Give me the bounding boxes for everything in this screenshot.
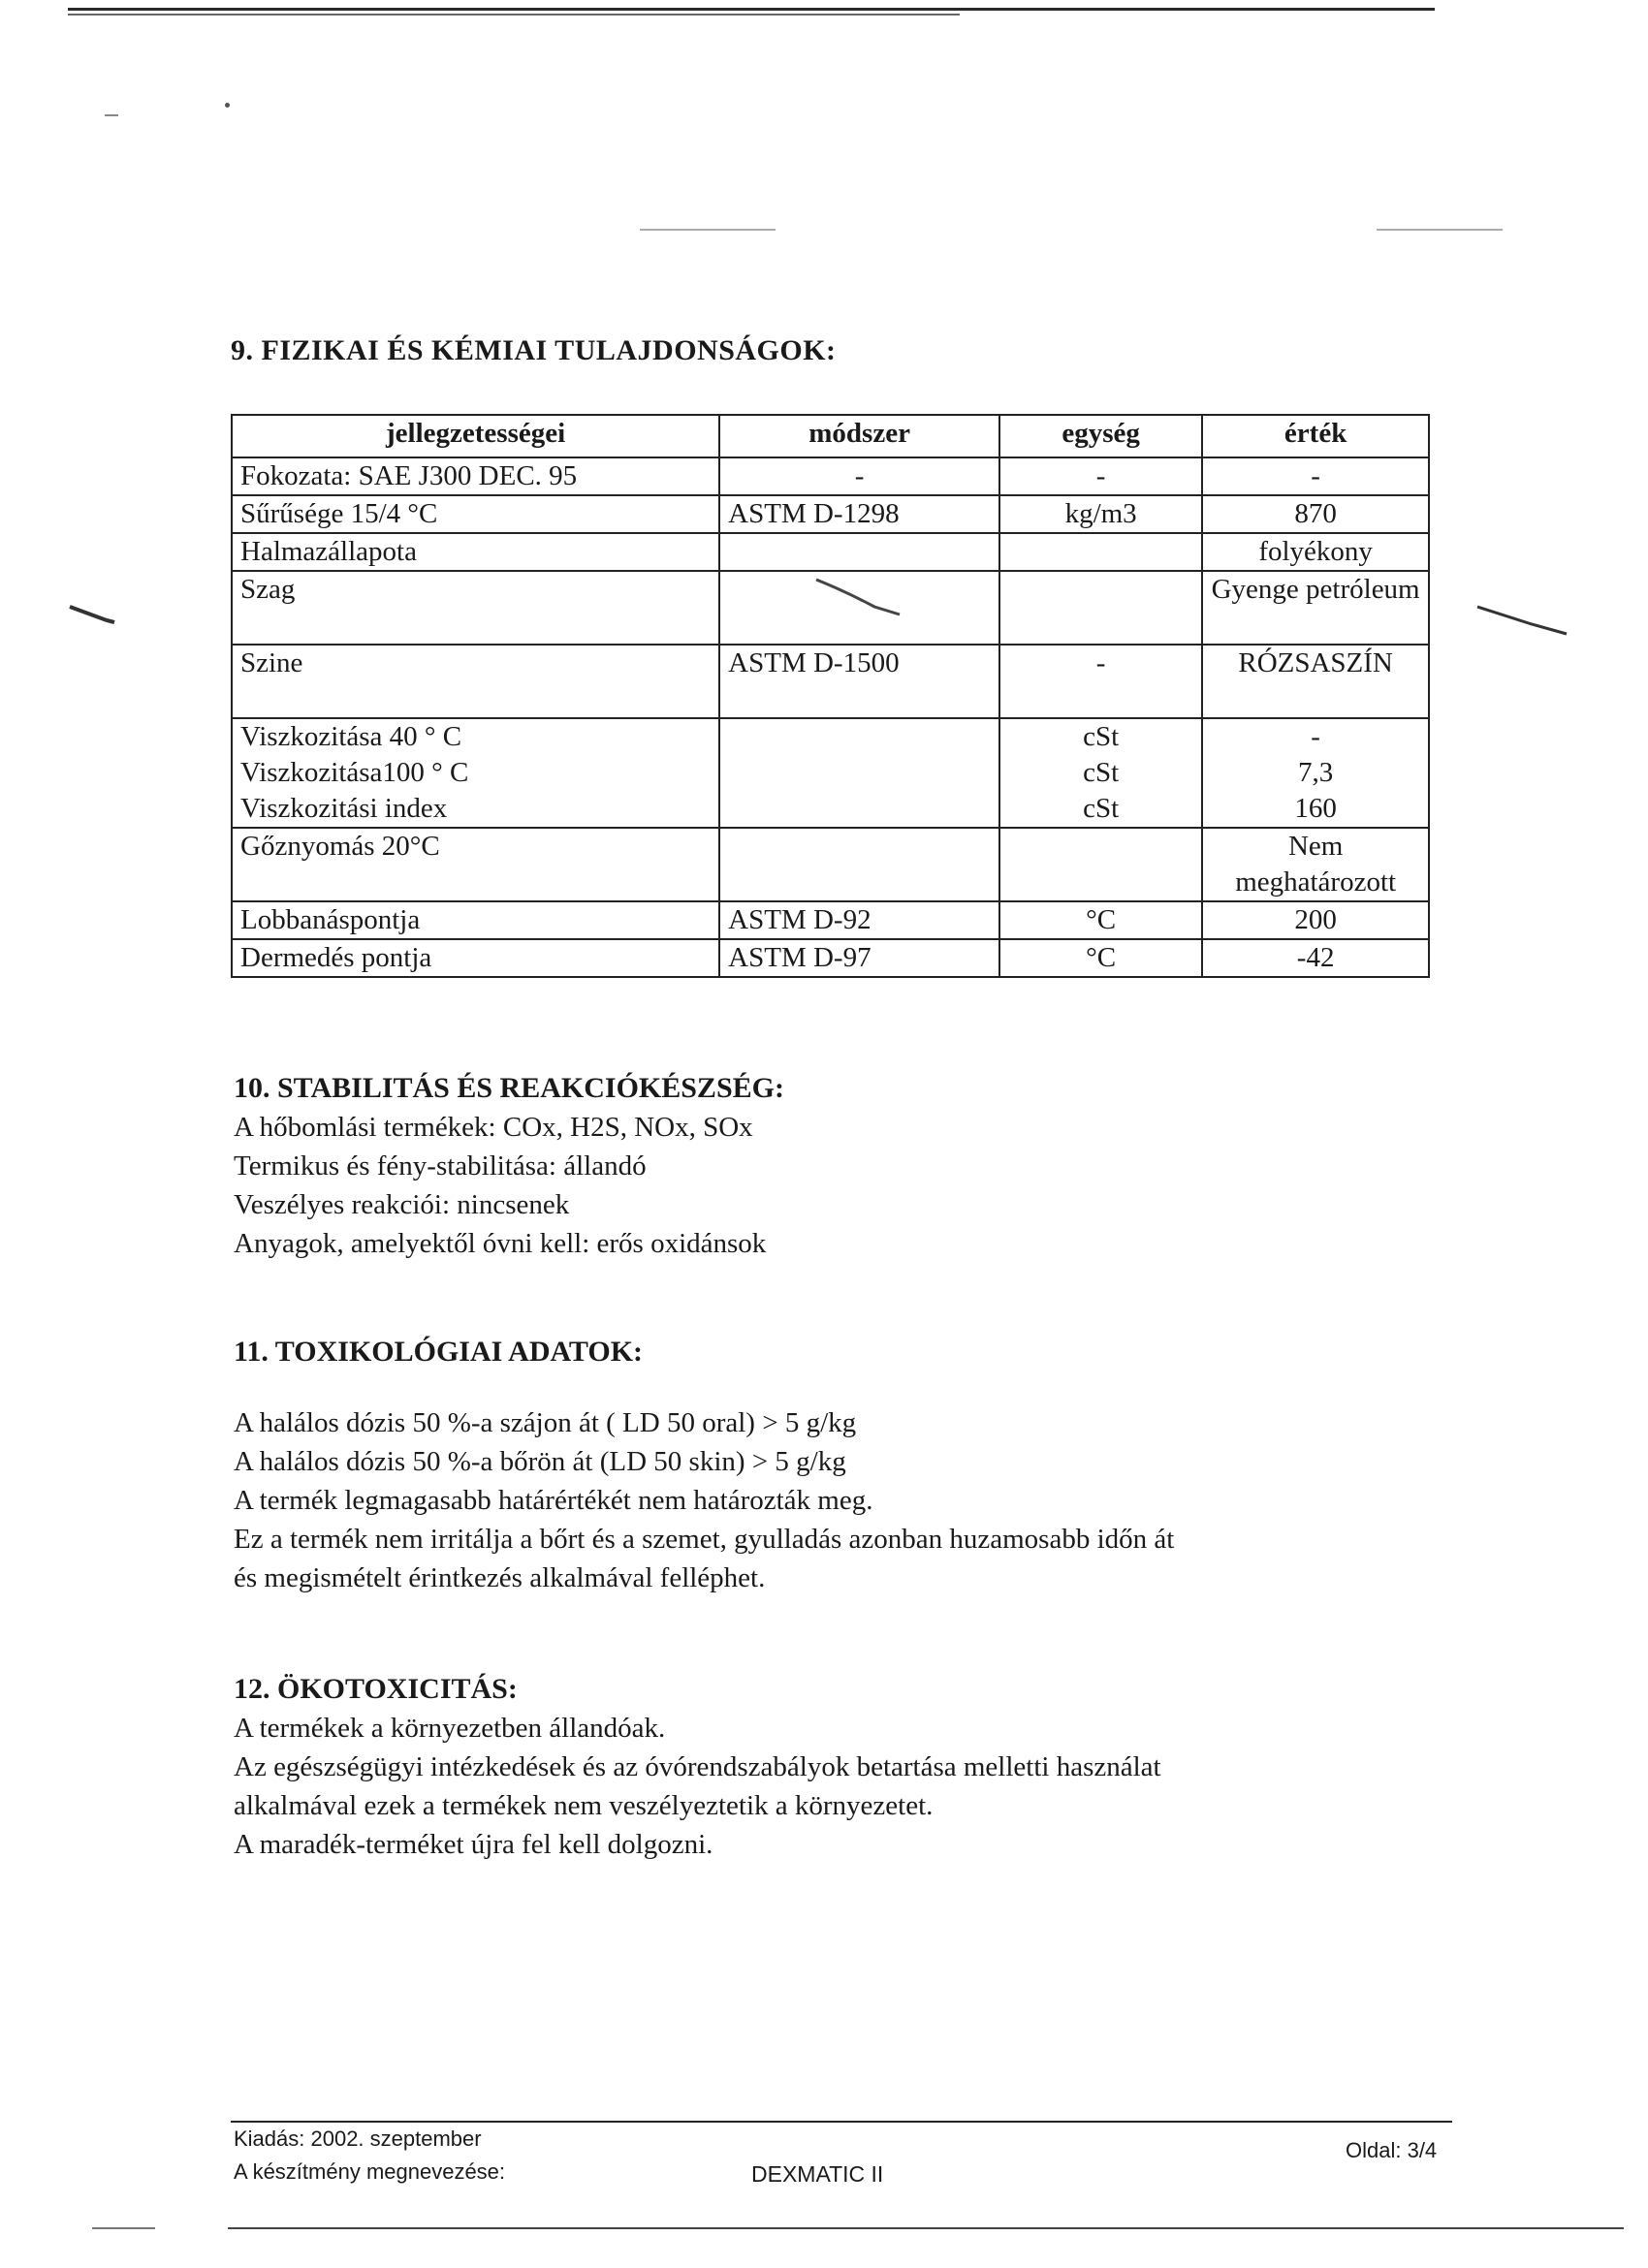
cell-value: folyékony (1202, 533, 1429, 571)
footer-page-number: Oldal: 3/4 (1346, 2138, 1438, 2162)
section-11-line: A halálos dózis 50 %-a bőrön át (LD 50 skin) > 5 g/kg (234, 1446, 846, 1477)
section-12 (234, 1670, 1161, 1864)
table-row-viscosity-group (232, 718, 1429, 828)
column-header-unit: egység (999, 415, 1202, 457)
cell-unit: °C (999, 901, 1202, 939)
cell-value: - (1311, 721, 1320, 752)
cell-method: ASTM D-1500 (719, 645, 999, 718)
scan-bottom-edge (228, 2227, 1624, 2229)
section-11-line: A termék legmagasabb határértékét nem határozták meg. (234, 1485, 873, 1516)
cell-method: ASTM D-92 (719, 901, 999, 939)
footer-product-label: A készítmény megnevezése: (234, 2159, 506, 2184)
section-12-line: A maradék-terméket újra fel kell dolgozni. (234, 1829, 713, 1860)
scan-speck (225, 103, 230, 108)
table-row (232, 645, 1429, 718)
cell-property: Fokozata: SAE J300 DEC. 95 (232, 457, 719, 495)
cell-unit (999, 571, 1202, 645)
section-11-body (234, 1403, 1174, 1597)
properties-table (231, 414, 1430, 978)
cell-method (719, 828, 999, 901)
cell-value: 200 (1202, 901, 1429, 939)
cell-property: Lobbanáspontja (232, 901, 719, 939)
column-header-method: módszer (719, 415, 999, 457)
scan-bottom-edge-left (92, 2227, 155, 2229)
table-row (232, 495, 1429, 533)
cell-property: Halmazállapota (232, 533, 719, 571)
cell-property: Gőznyomás 20°C (232, 828, 719, 901)
table-row (232, 533, 1429, 571)
cell-method (719, 571, 999, 645)
column-header-property: jellegzetességei (232, 415, 719, 457)
table-row (232, 939, 1429, 977)
cell-unit (999, 828, 1202, 901)
cell-property: Dermedés pontja (232, 939, 719, 977)
section-11-heading-block (234, 1333, 643, 1371)
cell-method: ASTM D-1298 (719, 495, 999, 533)
section-10-line: Veszélyes reakciói: nincsenek (234, 1189, 570, 1220)
table-row (232, 901, 1429, 939)
cell-value: Nem meghatározott (1202, 828, 1429, 901)
cell-unit: kg/m3 (999, 495, 1202, 533)
cell-property: Szine (232, 645, 719, 718)
cell-method (719, 533, 999, 571)
cell-value: - (1202, 457, 1429, 495)
cell-method: - (719, 457, 999, 495)
margin-mark-left (68, 603, 116, 633)
cell-unit: - (999, 645, 1202, 718)
cell-property: Sűrűsége 15/4 °C (232, 495, 719, 533)
section-10-line: Termikus és fény-stabilitása: állandó (234, 1150, 647, 1181)
table-row (232, 457, 1429, 495)
section-11-line: és megismételt érintkezés alkalmával felléphet. (234, 1562, 766, 1593)
footer-rule (231, 2121, 1452, 2123)
cell-value: RÓZSASZÍN (1202, 645, 1429, 718)
scan-top-edge (68, 8, 1435, 11)
table-header-row (232, 415, 1429, 457)
scan-dash (640, 229, 776, 231)
section-11-line: A halálos dózis 50 %-a szájon át ( LD 50 oral) > 5 g/kg (234, 1407, 857, 1438)
cell-value: 7,3 (1298, 757, 1334, 788)
cell-value: 160 (1294, 793, 1337, 824)
column-header-value: érték (1202, 415, 1429, 457)
section-12-heading: 12. ÖKOTOXICITÁS: (234, 1673, 518, 1705)
footer-issue-date: Kiadás: 2002. szeptember (234, 2126, 482, 2151)
cell-unit: cSt (1083, 721, 1120, 752)
cell-property: Szag (232, 571, 719, 645)
table-row (232, 571, 1429, 645)
section-11-line: Ez a termék nem irritálja a bőrt és a szemet, gyulladás azonban huzamosabb időn át (234, 1524, 1175, 1555)
cell-method (719, 718, 999, 828)
table-row (232, 828, 1429, 901)
cell-method: ASTM D-97 (719, 939, 999, 977)
footer-product-name: DEXMATIC II (751, 2161, 884, 2187)
cell-property: Viszkozitása 40 ° C (240, 721, 462, 752)
cell-property: Viszkozitási index (240, 793, 448, 824)
cell-unit: cSt (1083, 793, 1120, 824)
cell-unit: cSt (1083, 757, 1120, 788)
section-10-line: A hőbomlási termékek: COx, H2S, NOx, SOx (234, 1112, 753, 1143)
cell-value-group (1202, 718, 1429, 828)
section-12-line: alkalmával ezek a termékek nem veszélyeztetik a környezetet. (234, 1790, 934, 1821)
cell-value: 870 (1202, 495, 1429, 533)
section-10 (234, 1069, 784, 1263)
section-10-heading: 10. STABILITÁS ÉS REAKCIÓKÉSZSÉG: (234, 1072, 784, 1104)
cell-value: Gyenge petróleum (1202, 571, 1429, 645)
cell-unit-group (999, 718, 1202, 828)
section-11-heading: 11. TOXIKOLÓGIAI ADATOK: (234, 1336, 644, 1368)
cell-unit: - (999, 457, 1202, 495)
margin-mark-right (1474, 601, 1570, 645)
cell-unit (999, 533, 1202, 571)
cell-property: Viszkozitása100 ° C (240, 757, 469, 788)
section-12-line: A termékek a környezetben állandóak. (234, 1713, 666, 1744)
cell-property-group (232, 718, 719, 828)
scan-dash (1377, 229, 1503, 231)
cell-value: -42 (1202, 939, 1429, 977)
scan-top-edge-2 (68, 14, 960, 16)
scribble-mark (807, 572, 913, 630)
cell-unit: °C (999, 939, 1202, 977)
section-10-line: Anyagok, amelyektől óvni kell: erős oxidánsok (234, 1228, 767, 1259)
section-12-line: Az egészségügyi intézkedések és az óvórendszabályok betartása melletti használat (234, 1751, 1161, 1782)
section-9-heading: 9. FIZIKAI ÉS KÉMIAI TULAJDONSÁGOK: (231, 334, 837, 366)
scan-dash (105, 114, 118, 116)
